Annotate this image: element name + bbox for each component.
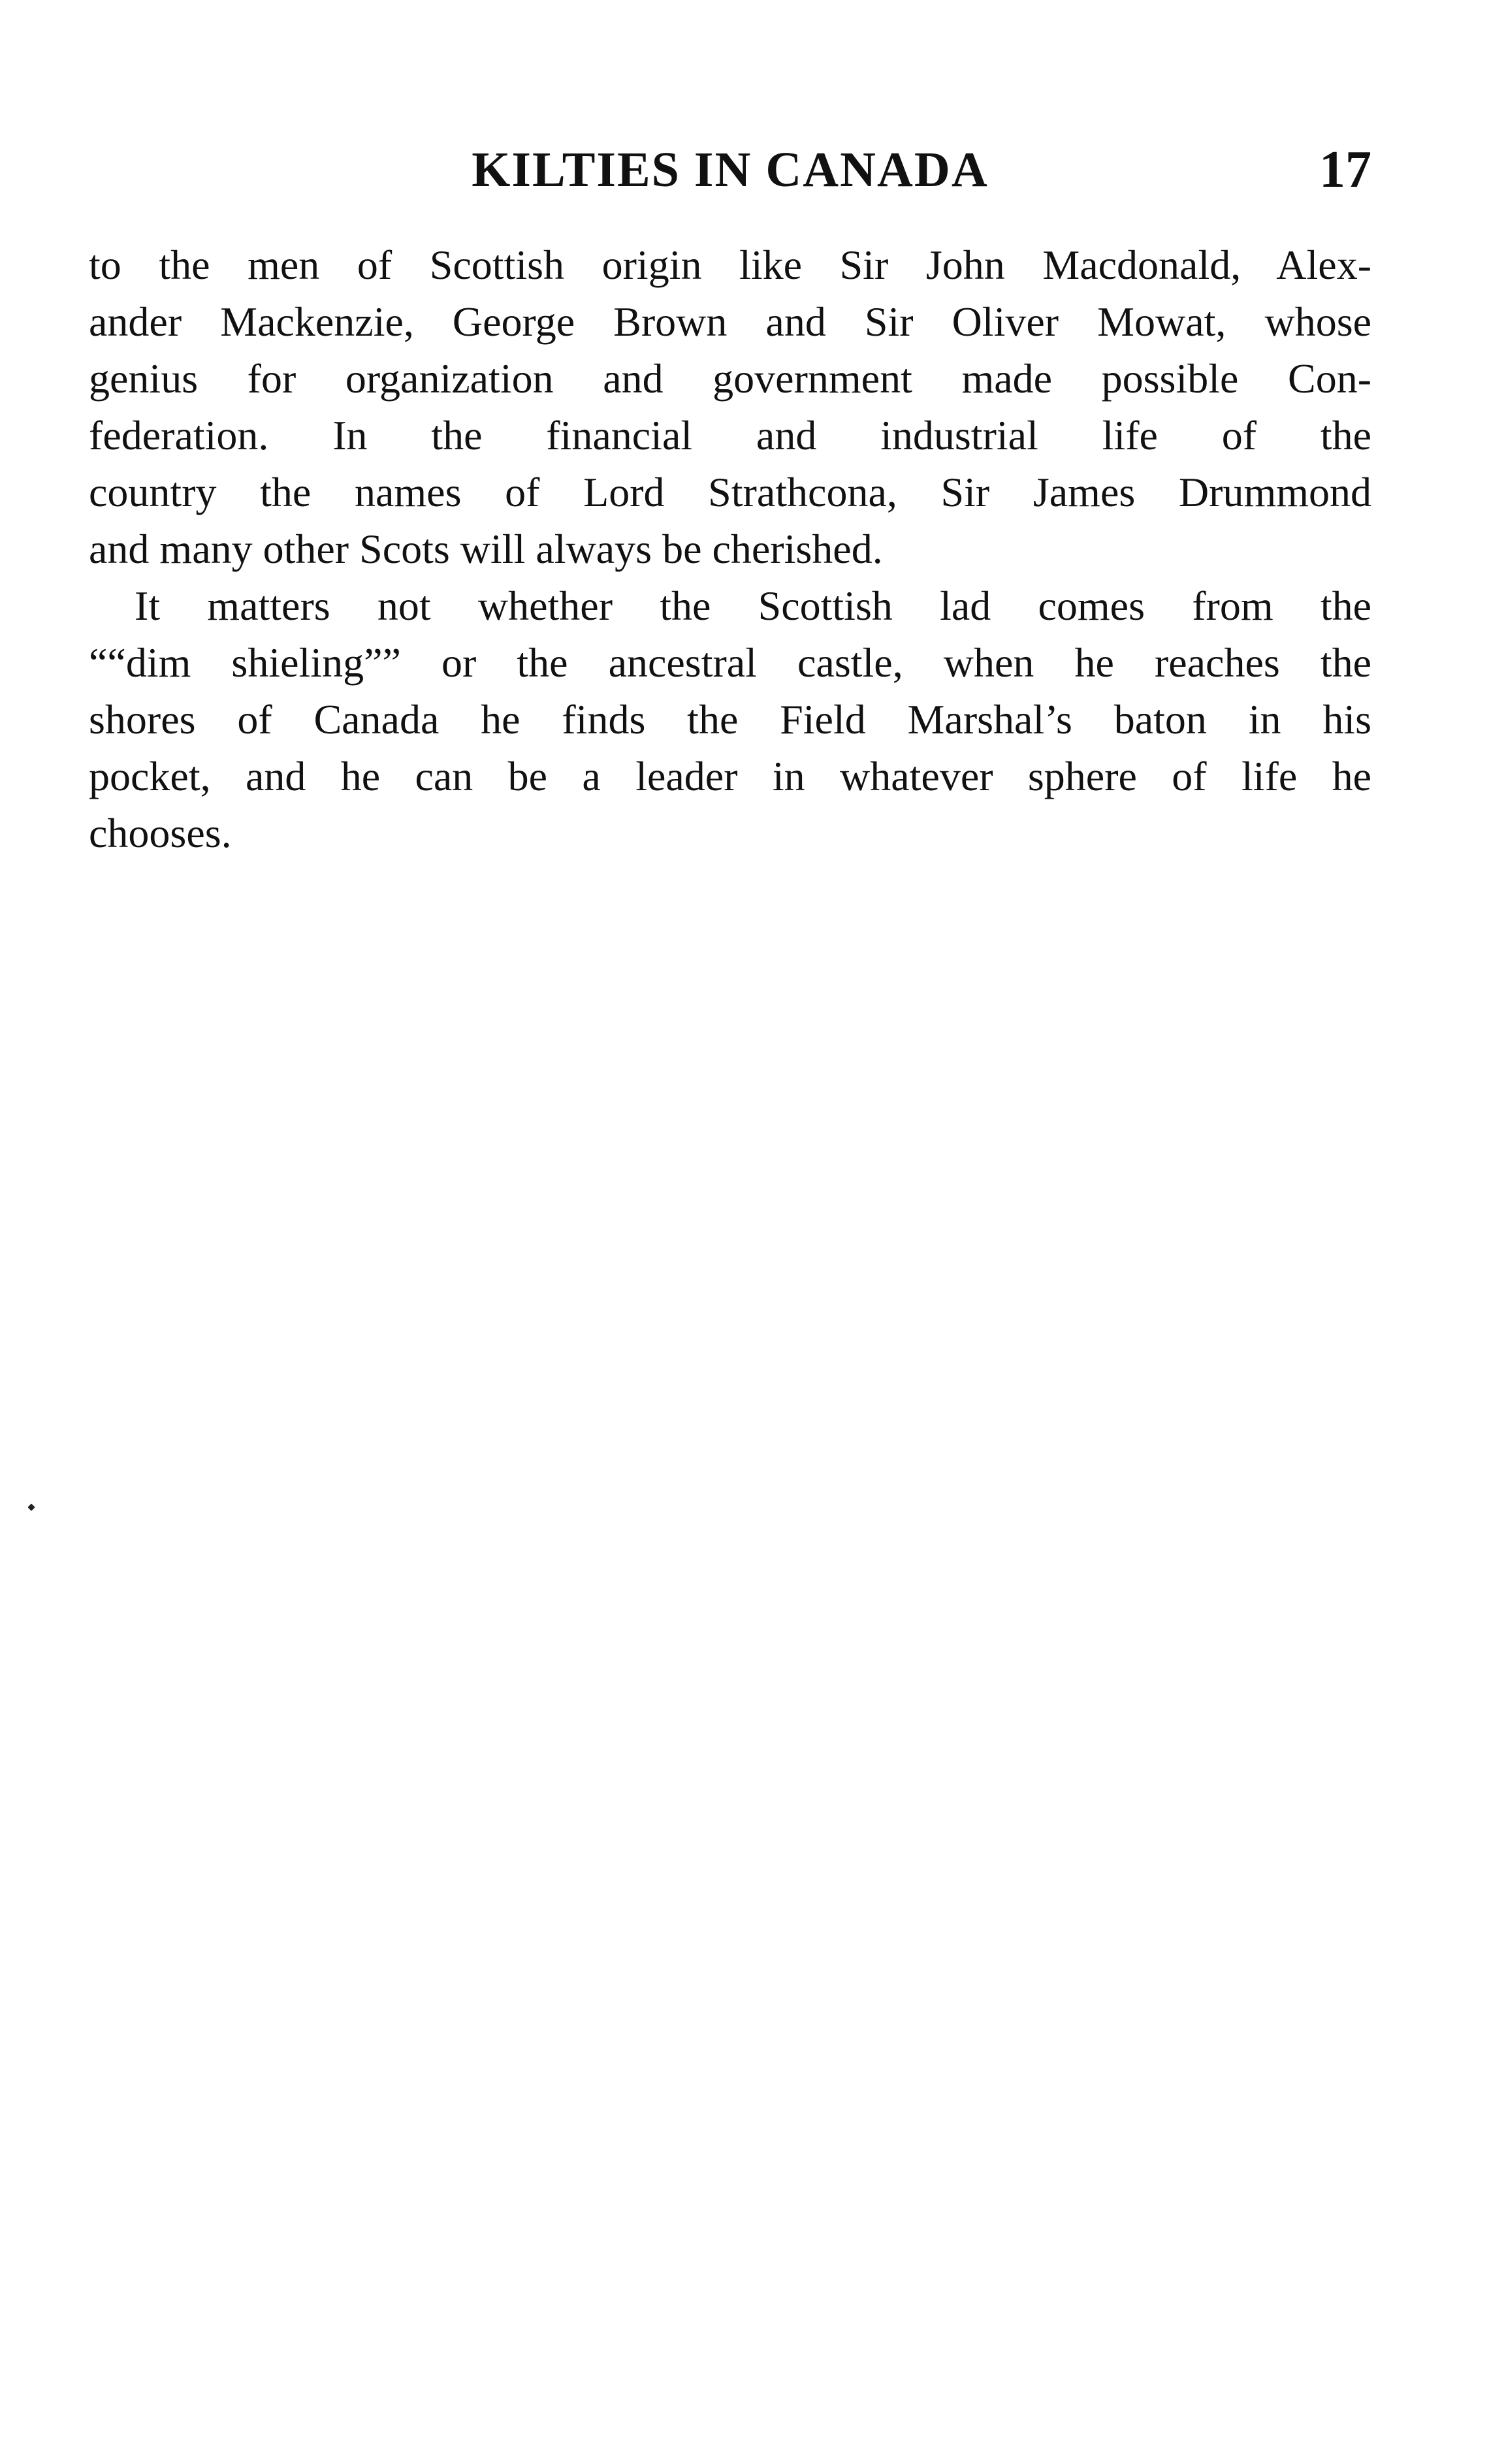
text-line: It matters not whether the Scottish lad comes from the: [135, 583, 1371, 629]
paragraph-1: [89, 236, 1371, 577]
text-line: country the names of Lord Strathcona, Sir James Drummond: [89, 469, 1371, 515]
running-head: [89, 134, 1371, 206]
body-text: [89, 236, 1371, 861]
page-number: 17: [1319, 141, 1371, 199]
text-line: ander Mackenzie, George Brown and Sir Oliver Mowat, whose: [89, 298, 1371, 345]
text-line: genius for organization and government made possible Con-: [89, 355, 1371, 402]
text-line: to the men of Scottish origin like Sir John Macdonald, Alex-: [89, 242, 1371, 288]
text-line: pocket, and he can be a leader in whatever sphere of life he: [89, 753, 1371, 799]
text-line: and many other Scots will always be cherished.: [89, 526, 883, 572]
text-line: chooses.: [89, 810, 232, 856]
text-line: ““dim shieling”” or the ancestral castle, when he reaches the: [89, 639, 1371, 686]
text-line: shores of Canada he finds the Field Marshal’s baton in his: [89, 696, 1371, 743]
running-title: KILTIES IN CANADA: [472, 142, 989, 197]
scan-speck: [27, 1503, 35, 1511]
paragraph-2: [89, 577, 1371, 861]
text-line: federation. In the financial and industrial life of the: [89, 412, 1371, 458]
